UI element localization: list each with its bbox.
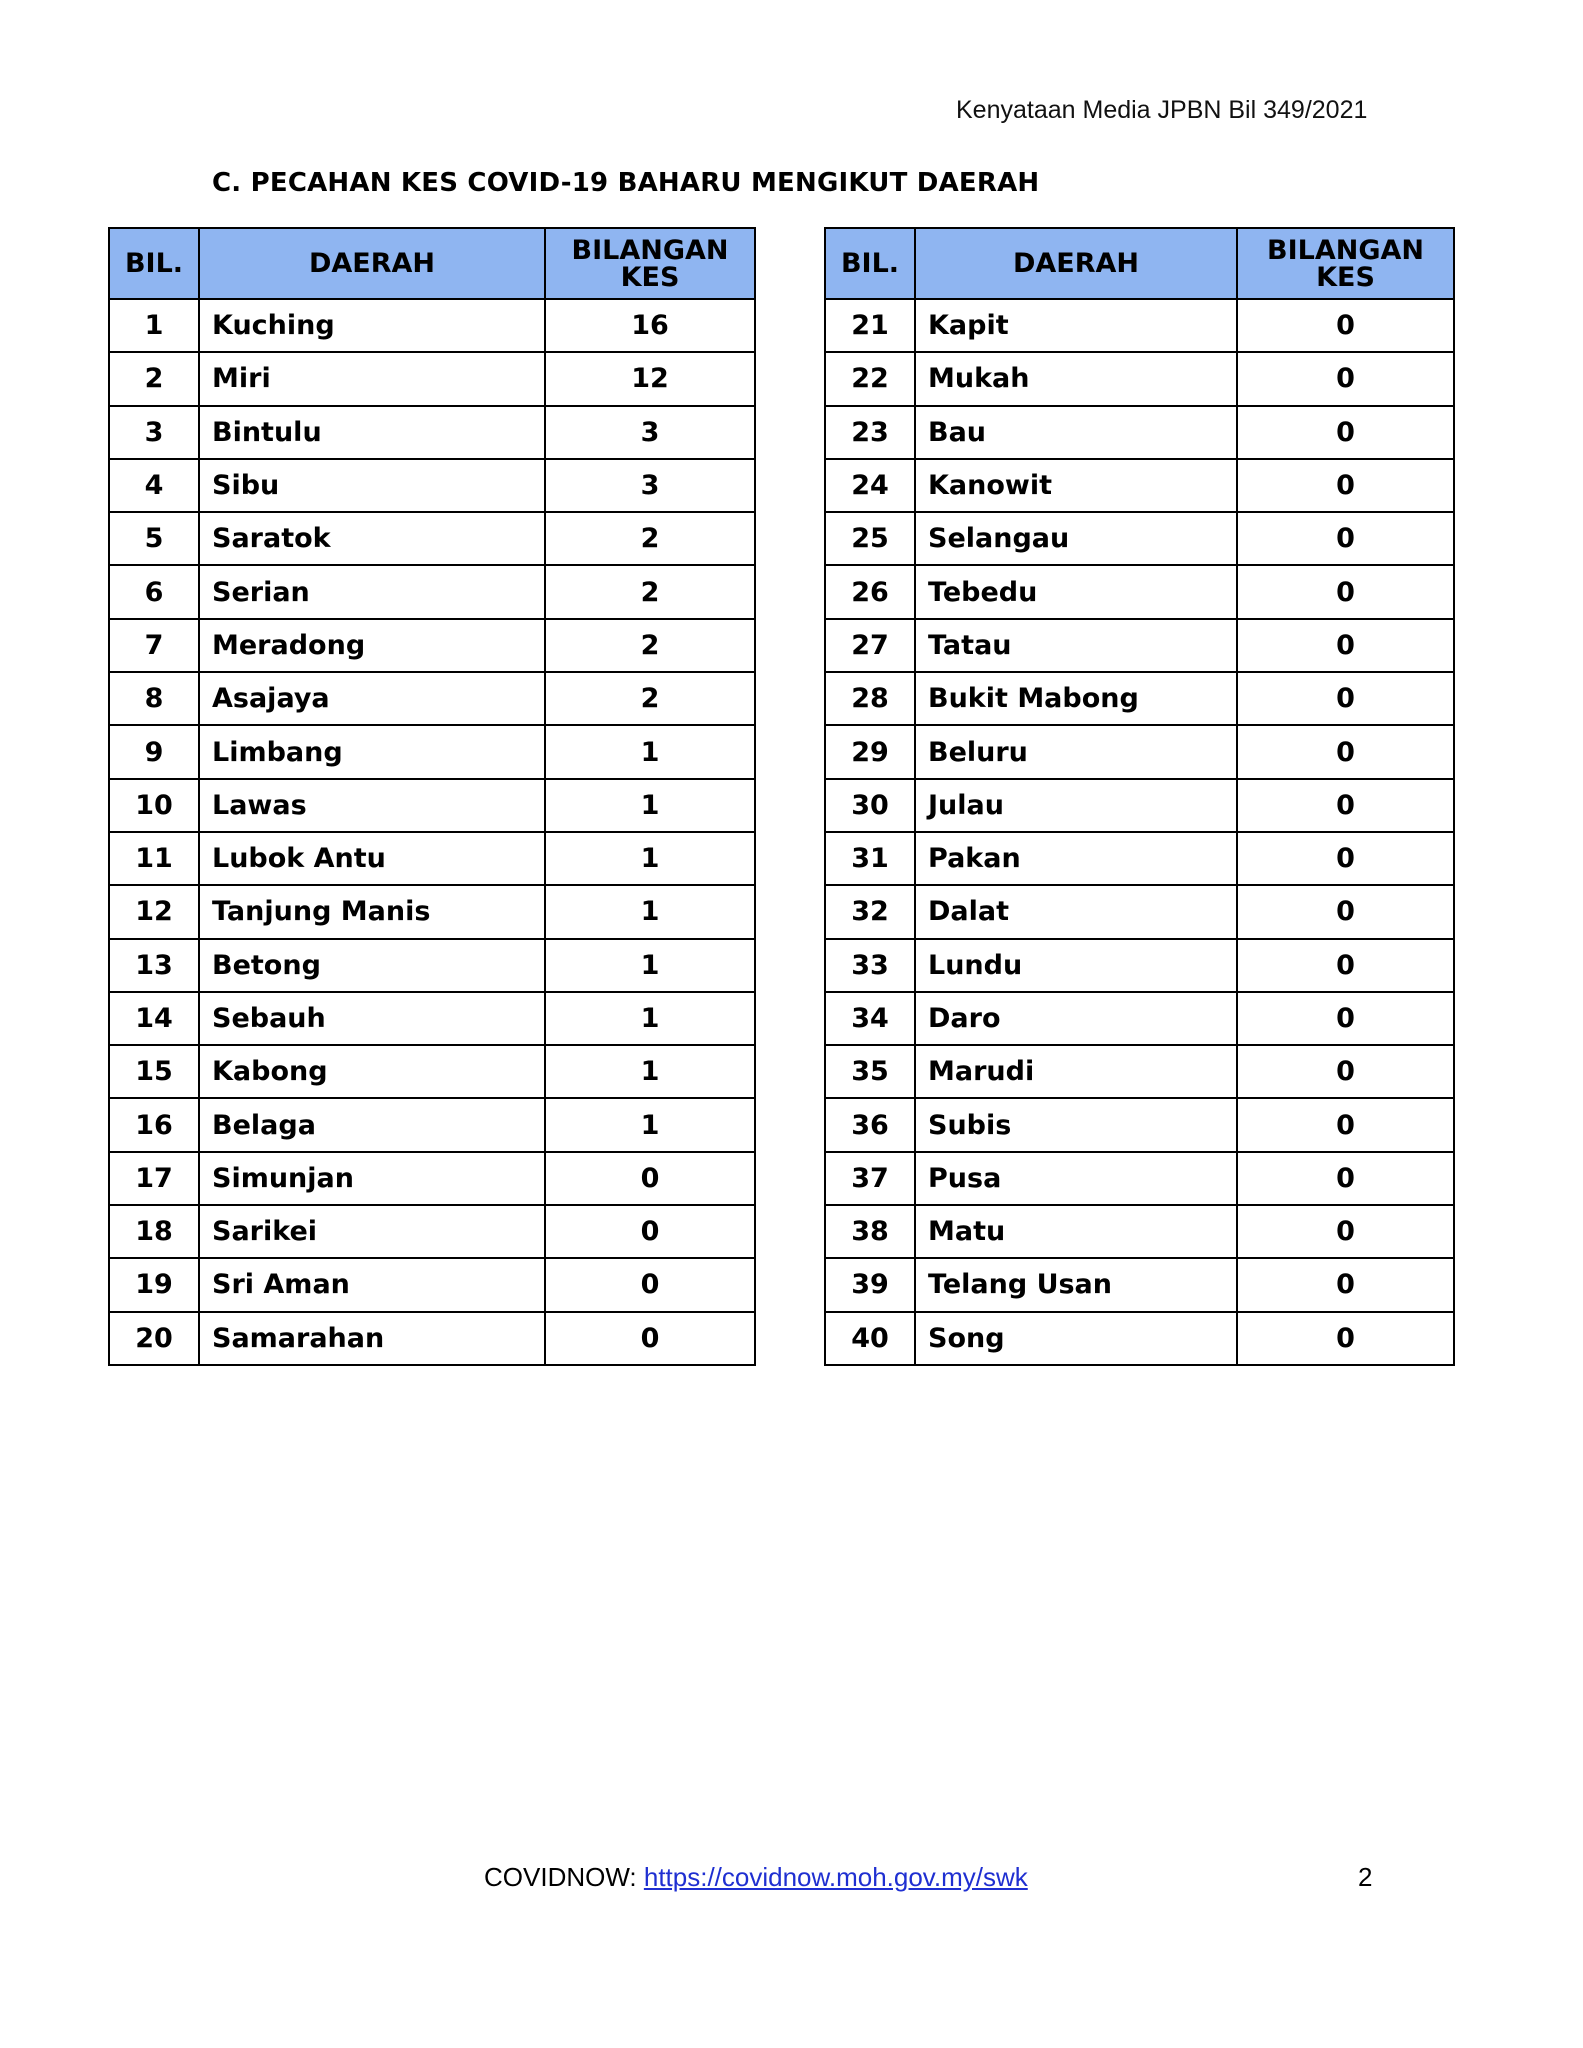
- cell-bil: 2: [109, 352, 199, 405]
- cell-daerah: Sarikei: [199, 1205, 545, 1258]
- cell-kes: 3: [545, 459, 755, 512]
- table-row: [825, 1045, 1454, 1098]
- covidnow-link[interactable]: https://covidnow.moh.gov.my/swk: [643, 1862, 1028, 1892]
- header-bil: BIL.: [825, 228, 915, 299]
- cell-daerah: Kuching: [199, 299, 545, 352]
- table-row: [109, 512, 755, 565]
- cell-bil: 27: [825, 619, 915, 672]
- cell-bil: 4: [109, 459, 199, 512]
- cell-daerah: Sebauh: [199, 992, 545, 1045]
- table-row: [109, 672, 755, 725]
- cell-bil: 26: [825, 565, 915, 618]
- cell-daerah: Mukah: [915, 352, 1237, 405]
- cell-bil: 13: [109, 939, 199, 992]
- cell-kes: 1: [545, 832, 755, 885]
- cell-daerah: Sibu: [199, 459, 545, 512]
- cell-bil: 8: [109, 672, 199, 725]
- cell-kes: 0: [1237, 779, 1454, 832]
- header-daerah: DAERAH: [915, 228, 1237, 299]
- table-row: [825, 406, 1454, 459]
- cell-bil: 39: [825, 1258, 915, 1311]
- cell-kes: 1: [545, 1098, 755, 1151]
- footer-label: COVIDNOW:: [484, 1862, 644, 1892]
- cell-kes: 1: [545, 992, 755, 1045]
- table-row: [109, 406, 755, 459]
- cell-kes: 1: [545, 885, 755, 938]
- cell-daerah: Samarahan: [199, 1312, 545, 1365]
- table-header-row: [109, 228, 755, 299]
- table-row: [825, 725, 1454, 778]
- cell-kes: 0: [1237, 512, 1454, 565]
- cell-kes: 1: [545, 1045, 755, 1098]
- cell-bil: 25: [825, 512, 915, 565]
- cell-daerah: Subis: [915, 1098, 1237, 1151]
- cell-daerah: Asajaya: [199, 672, 545, 725]
- cell-daerah: Simunjan: [199, 1152, 545, 1205]
- cell-daerah: Song: [915, 1312, 1237, 1365]
- district-table-left: [108, 227, 756, 1366]
- table-row: [825, 352, 1454, 405]
- table-row: [109, 565, 755, 618]
- cell-daerah: Bau: [915, 406, 1237, 459]
- table-row: [109, 1098, 755, 1151]
- table-row: [109, 352, 755, 405]
- table-row: [825, 779, 1454, 832]
- table-row: [109, 1152, 755, 1205]
- cell-kes: 0: [1237, 1152, 1454, 1205]
- cell-kes: 2: [545, 619, 755, 672]
- cell-kes: 16: [545, 299, 755, 352]
- table-row: [825, 672, 1454, 725]
- cell-bil: 29: [825, 725, 915, 778]
- page-number: 2: [1358, 1862, 1373, 1892]
- cell-daerah: Marudi: [915, 1045, 1237, 1098]
- table-row: [825, 992, 1454, 1045]
- cell-bil: 17: [109, 1152, 199, 1205]
- cell-daerah: Saratok: [199, 512, 545, 565]
- table-row: [109, 459, 755, 512]
- header-bil: BIL.: [109, 228, 199, 299]
- cell-kes: 0: [545, 1258, 755, 1311]
- cell-bil: 16: [109, 1098, 199, 1151]
- cell-kes: 12: [545, 352, 755, 405]
- cell-daerah: Tatau: [915, 619, 1237, 672]
- cell-bil: 40: [825, 1312, 915, 1365]
- table-row: [825, 939, 1454, 992]
- cell-kes: 0: [1237, 992, 1454, 1045]
- cell-bil: 11: [109, 832, 199, 885]
- cell-kes: 0: [545, 1312, 755, 1365]
- cell-kes: 0: [1237, 406, 1454, 459]
- table-row: [109, 1312, 755, 1365]
- cell-daerah: Tebedu: [915, 565, 1237, 618]
- cell-kes: 0: [1237, 1258, 1454, 1311]
- cell-bil: 37: [825, 1152, 915, 1205]
- document-reference: Kenyataan Media JPBN Bil 349/2021: [956, 96, 1368, 124]
- table-row: [109, 725, 755, 778]
- table-row: [109, 619, 755, 672]
- cell-bil: 30: [825, 779, 915, 832]
- cell-bil: 12: [109, 885, 199, 938]
- table-row: [825, 885, 1454, 938]
- cell-daerah: Belaga: [199, 1098, 545, 1151]
- cell-kes: 0: [1237, 725, 1454, 778]
- table-row: [109, 992, 755, 1045]
- cell-daerah: Beluru: [915, 725, 1237, 778]
- cell-daerah: Dalat: [915, 885, 1237, 938]
- cell-kes: 0: [1237, 459, 1454, 512]
- cell-bil: 34: [825, 992, 915, 1045]
- table-row: [825, 459, 1454, 512]
- header-bilangan-kes: [545, 228, 755, 299]
- header-daerah: DAERAH: [199, 228, 545, 299]
- table-row: [109, 1205, 755, 1258]
- table-row: [109, 885, 755, 938]
- cell-daerah: Daro: [915, 992, 1237, 1045]
- cell-kes: 1: [545, 779, 755, 832]
- cell-kes: 0: [1237, 885, 1454, 938]
- cell-daerah: Serian: [199, 565, 545, 618]
- cell-daerah: Kabong: [199, 1045, 545, 1098]
- cell-bil: 33: [825, 939, 915, 992]
- cell-daerah: Kanowit: [915, 459, 1237, 512]
- cell-bil: 35: [825, 1045, 915, 1098]
- cell-daerah: Meradong: [199, 619, 545, 672]
- cell-kes: 0: [1237, 1205, 1454, 1258]
- cell-kes: 0: [1237, 299, 1454, 352]
- cell-kes: 2: [545, 672, 755, 725]
- footer: [484, 1862, 1028, 1893]
- table-row: [825, 1098, 1454, 1151]
- cell-bil: 31: [825, 832, 915, 885]
- header-bilangan-line1: BILANGAN: [1267, 234, 1424, 266]
- cell-kes: 0: [1237, 352, 1454, 405]
- header-bilangan-kes: [1237, 228, 1454, 299]
- cell-daerah: Pusa: [915, 1152, 1237, 1205]
- cell-kes: 2: [545, 565, 755, 618]
- table-row: [109, 299, 755, 352]
- cell-bil: 24: [825, 459, 915, 512]
- table-row: [825, 512, 1454, 565]
- cell-bil: 21: [825, 299, 915, 352]
- cell-kes: 1: [545, 939, 755, 992]
- cell-daerah: Lubok Antu: [199, 832, 545, 885]
- header-bilangan-line2: KES: [1316, 261, 1375, 293]
- cell-kes: 3: [545, 406, 755, 459]
- cell-daerah: Matu: [915, 1205, 1237, 1258]
- cell-daerah: Bintulu: [199, 406, 545, 459]
- cell-daerah: Lundu: [915, 939, 1237, 992]
- table-row: [109, 779, 755, 832]
- cell-bil: 9: [109, 725, 199, 778]
- cell-kes: 0: [1237, 1312, 1454, 1365]
- cell-bil: 19: [109, 1258, 199, 1311]
- table-row: [825, 1312, 1454, 1365]
- table-row: [109, 939, 755, 992]
- cell-bil: 28: [825, 672, 915, 725]
- cell-bil: 10: [109, 779, 199, 832]
- cell-daerah: Telang Usan: [915, 1258, 1237, 1311]
- cell-daerah: Sri Aman: [199, 1258, 545, 1311]
- cell-daerah: Pakan: [915, 832, 1237, 885]
- table-row: [109, 1258, 755, 1311]
- cell-bil: 3: [109, 406, 199, 459]
- cell-kes: 0: [1237, 1098, 1454, 1151]
- cell-kes: 0: [1237, 832, 1454, 885]
- cell-daerah: Bukit Mabong: [915, 672, 1237, 725]
- cell-kes: 0: [545, 1152, 755, 1205]
- header-bilangan-line2: KES: [620, 261, 680, 293]
- table-row: [825, 1205, 1454, 1258]
- section-title: C. PECAHAN KES COVID-19 BAHARU MENGIKUT DAERAH: [212, 168, 1040, 198]
- cell-daerah: Lawas: [199, 779, 545, 832]
- cell-bil: 38: [825, 1205, 915, 1258]
- cell-kes: 0: [1237, 619, 1454, 672]
- table-header-row: [825, 228, 1454, 299]
- cell-kes: 0: [1237, 672, 1454, 725]
- table-row: [825, 619, 1454, 672]
- cell-bil: 36: [825, 1098, 915, 1151]
- cell-bil: 7: [109, 619, 199, 672]
- table-row: [825, 565, 1454, 618]
- table-row: [109, 832, 755, 885]
- district-table-right: [824, 227, 1455, 1366]
- cell-kes: 0: [1237, 939, 1454, 992]
- cell-kes: 2: [545, 512, 755, 565]
- cell-daerah: Julau: [915, 779, 1237, 832]
- table-row: [825, 299, 1454, 352]
- cell-bil: 18: [109, 1205, 199, 1258]
- cell-bil: 23: [825, 406, 915, 459]
- cell-bil: 32: [825, 885, 915, 938]
- cell-kes: 0: [545, 1205, 755, 1258]
- cell-kes: 0: [1237, 565, 1454, 618]
- cell-bil: 1: [109, 299, 199, 352]
- table-row: [825, 1152, 1454, 1205]
- cell-kes: 1: [545, 725, 755, 778]
- header-bilangan-line1: BILANGAN: [571, 234, 729, 266]
- table-row: [825, 832, 1454, 885]
- cell-daerah: Limbang: [199, 725, 545, 778]
- cell-daerah: Betong: [199, 939, 545, 992]
- cell-bil: 22: [825, 352, 915, 405]
- cell-kes: 0: [1237, 1045, 1454, 1098]
- cell-daerah: Tanjung Manis: [199, 885, 545, 938]
- cell-bil: 5: [109, 512, 199, 565]
- cell-bil: 6: [109, 565, 199, 618]
- cell-bil: 14: [109, 992, 199, 1045]
- cell-bil: 20: [109, 1312, 199, 1365]
- cell-daerah: Miri: [199, 352, 545, 405]
- cell-daerah: Selangau: [915, 512, 1237, 565]
- table-row: [825, 1258, 1454, 1311]
- table-row: [109, 1045, 755, 1098]
- cell-bil: 15: [109, 1045, 199, 1098]
- cell-daerah: Kapit: [915, 299, 1237, 352]
